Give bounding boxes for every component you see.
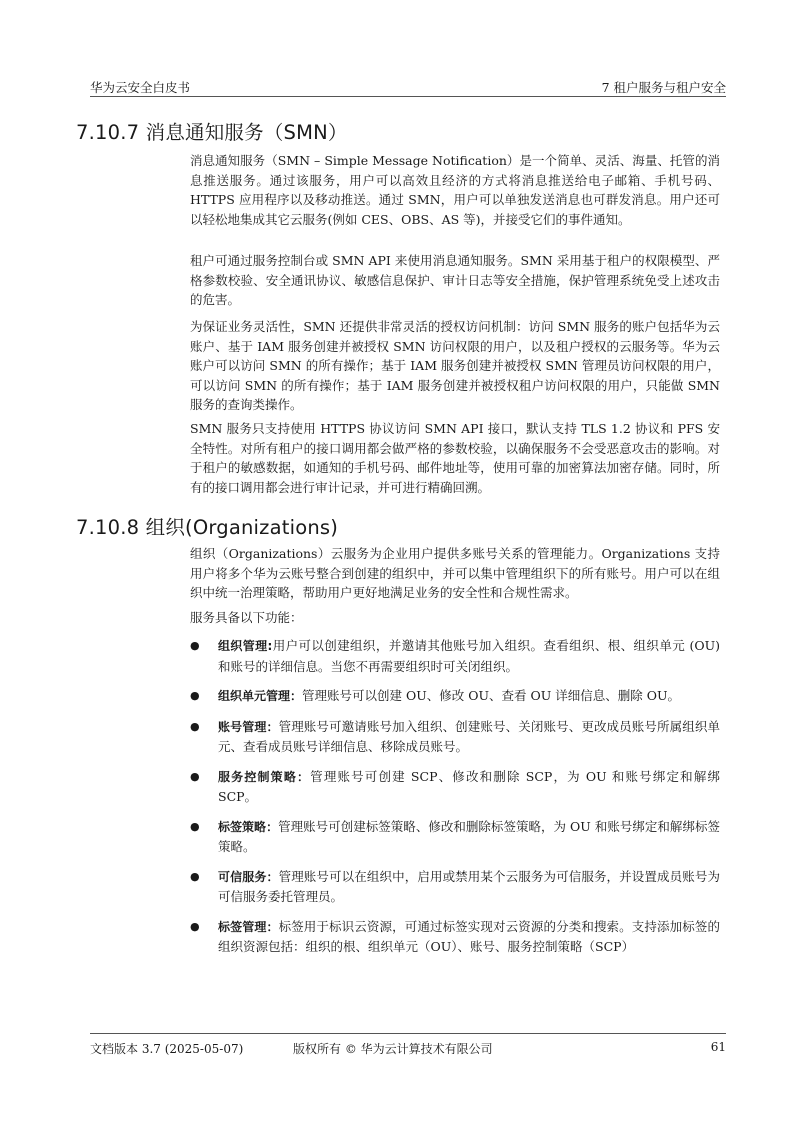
list-item — [190, 817, 720, 857]
list-item — [190, 636, 720, 676]
org-intro-paragraph: 组织（Organizations）云服务为企业用户提供多账号关系的管理能力。Organizations 支持用户将多个华为云账号整合到创建的组织中，并可以集中管理组织下的所有账号。用户可以在组织中统一治理策略，帮助用户更好地满足业务的安全性和合规性需求。 — [190, 546, 720, 600]
footer-copyright: 版权所有 © 华为云计算技术有限公司 — [293, 1042, 493, 1056]
feature-list — [190, 636, 720, 967]
list-item — [190, 767, 720, 807]
bullet-icon: ● — [190, 919, 200, 933]
smn-paragraph-3: 为保证业务灵活性，SMN 还提供非常灵活的授权访问机制：访问 SMN 服务的账户包括华为云账户、基于 IAM 服务创建并被授权 SMN 访问权限的用户，以及租户授权的云服务等。华为云账户可以访问 SMN 的所有操作；基于 IAM 服务创建并被授权 SMN 管理员访问权限的用户，可以访问 SMN 的所有操作；基于 IAM 服务创建并被授权租户访问权限的用户，只能做 SMN 服务的查询类操作。 — [190, 319, 720, 412]
smn-paragraph-2: 租户可通过服务控制台或 SMN API 来使用消息通知服务。SMN 采用基于租户的权限模型、严格参数校验、安全通讯协议、敏感信息保护、审计日志等安全措施，保护管理系统免受上述攻击的危害。 — [190, 253, 720, 307]
bullet-icon: ● — [190, 719, 200, 733]
bullet-icon: ● — [190, 869, 200, 883]
feature-title: 可信服务： — [218, 869, 279, 884]
bullet-icon: ● — [190, 639, 200, 652]
feature-title: 服务控制策略： — [218, 769, 311, 784]
list-item — [190, 686, 720, 707]
header-doc-title: 华为云安全白皮书 — [90, 80, 191, 95]
page-header — [90, 78, 726, 97]
list-item — [190, 917, 720, 957]
feature-title: 标签管理： — [218, 919, 279, 934]
feature-text: 管理账号可以在组织中，启用或禁用某个云服务为可信服务，并设置成员账号为可信服务委托管理员。 — [218, 868, 720, 904]
page-footer — [90, 1033, 726, 1056]
org-features-lead: 服务具备以下功能： — [190, 610, 303, 625]
feature-title: 标签策略： — [218, 819, 279, 834]
feature-text: 管理账号可创建标签策略、修改和删除标签策略，为 OU 和账号绑定和解绑标签策略。 — [218, 818, 720, 854]
list-item — [190, 717, 720, 757]
feature-text: 管理账号可创建 SCP、修改和删除 SCP，为 OU 和账号绑定和解绑 SCP。 — [218, 768, 720, 804]
bullet-icon: ● — [190, 819, 200, 833]
footer-version: 文档版本 3.7 (2025-05-07) — [90, 1042, 244, 1056]
smn-paragraph-4: SMN 服务只支持使用 HTTPS 协议访问 SMN API 接口，默认支持 TLS 1.2 协议和 PFS 安全特性。对所有租户的接口调用都会做严格的参数校验，以确保服务不会受恶意攻击的影响。对于租户的敏感数据，如通知的手机号码、邮件地址等，使用可靠的加密算法加密存储。同时，所有的接口调用都会进行审计记录，并可进行精确回溯。 — [190, 421, 720, 495]
list-item — [190, 867, 720, 907]
bullet-icon: ● — [190, 689, 200, 702]
footer-page-number: 61 — [710, 1040, 726, 1054]
feature-title: 账号管理： — [218, 719, 279, 734]
feature-text: 管理账号可以创建 OU、修改 OU、查看 OU 详细信息、删除 OU。 — [302, 688, 681, 703]
feature-text: 管理账号可邀请账号加入组织、创建账号、关闭账号、更改成员账号所属组织单元、查看成员账号详细信息、移除成员账号。 — [218, 718, 720, 754]
feature-title: 组织管理: — [218, 639, 273, 653]
section-heading-organizations: 7.10.8 组织(Organizations) — [76, 516, 339, 539]
smn-paragraph-1: 消息通知服务（SMN – Simple Message Notification）是一个简单、灵活、海量、托管的消息推送服务。通过该服务，用户可以高效且经济的方式将消息推送给电子邮箱、手机号码、HTTPS 应用程序以及移动推送。通过 SMN，用户可以单独发送消息也可群发消息。用户还可以轻松地集成其它云服务(例如 CES、OBS、AS 等)，并接受它们的事件通知。 — [190, 153, 720, 227]
header-chapter-title: 7 租户服务与租户安全 — [601, 80, 726, 95]
feature-text: 标签用于标识云资源，可通过标签实现对云资源的分类和搜索。支持添加标签的组织资源包括：组织的根、组织单元（OU）、账号、服务控制策略（SCP） — [218, 918, 720, 954]
bullet-icon: ● — [190, 769, 200, 783]
feature-text: 用户可以创建组织，并邀请其他账号加入组织。查看组织、根、组织单元 (OU) 和账号的详细信息。当您不再需要组织时可关闭组织。 — [218, 638, 720, 674]
feature-title: 组织单元管理： — [218, 689, 303, 703]
section-heading-smn: 7.10.7 消息通知服务（SMN） — [76, 121, 348, 144]
